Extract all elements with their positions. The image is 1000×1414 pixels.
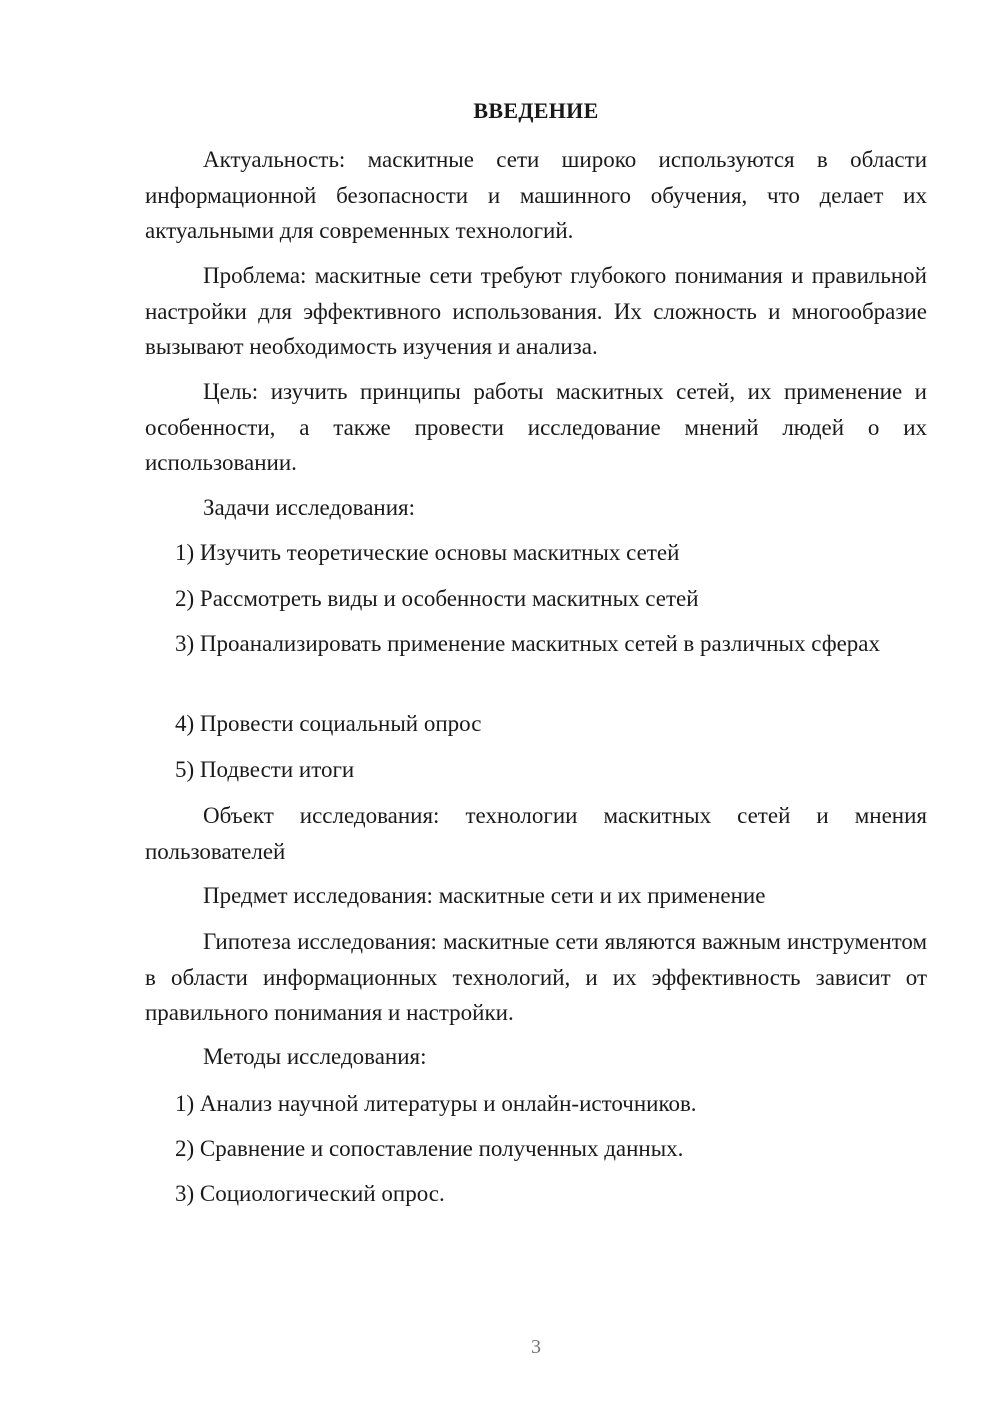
method-item-3: 3) Социологический опрос.	[175, 1181, 445, 1206]
tasks-heading: Задачи исследования:	[203, 495, 416, 520]
goal-paragraph: Цель: изучить принципы работы маскитных сетей, их применение и особенности, а также провести исследование мнений людей о их использовании.	[145, 379, 927, 475]
task-item-2: 2) Рассмотреть виды и особенности маскитных сетей	[175, 586, 699, 611]
subject-paragraph: Предмет исследования: маскитные сети и их применение	[203, 883, 766, 908]
task-item-4: 4) Провести социальный опрос	[175, 711, 482, 736]
task-item-3: 3) Проанализировать применение маскитных сетей в различных сферах	[175, 631, 881, 656]
hypothesis-paragraph: Гипотеза исследования: маскитные сети являются важным инструментом в области информационных технологий, и их эффективность зависит от правильного понимания и настройки.	[145, 929, 927, 1025]
methods-heading: Методы исследования:	[203, 1044, 427, 1069]
page-number: 3	[531, 1336, 541, 1358]
task-item-1: 1) Изучить теоретические основы маскитных сетей	[175, 540, 680, 565]
task-item-5: 5) Подвести итоги	[175, 757, 355, 782]
relevance-paragraph: Актуальность: маскитные сети широко используются в области информационной безопасности и машинного обучения, что делает их актуальными для современных технологий.	[145, 147, 927, 243]
method-item-2: 2) Сравнение и сопоставление полученных данных.	[175, 1136, 684, 1161]
object-paragraph: Объект исследования: технологии маскитных сетей и мнения пользователей	[145, 803, 927, 864]
problem-paragraph: Проблема: маскитные сети требуют глубокого понимания и правильной настройки для эффективного использования. Их сложность и многообразие вызывают необходимость изучения и анализа.	[145, 263, 927, 359]
method-item-1: 1) Анализ научной литературы и онлайн-источников.	[175, 1091, 697, 1116]
page-title: ВВЕДЕНИЕ	[473, 98, 599, 123]
